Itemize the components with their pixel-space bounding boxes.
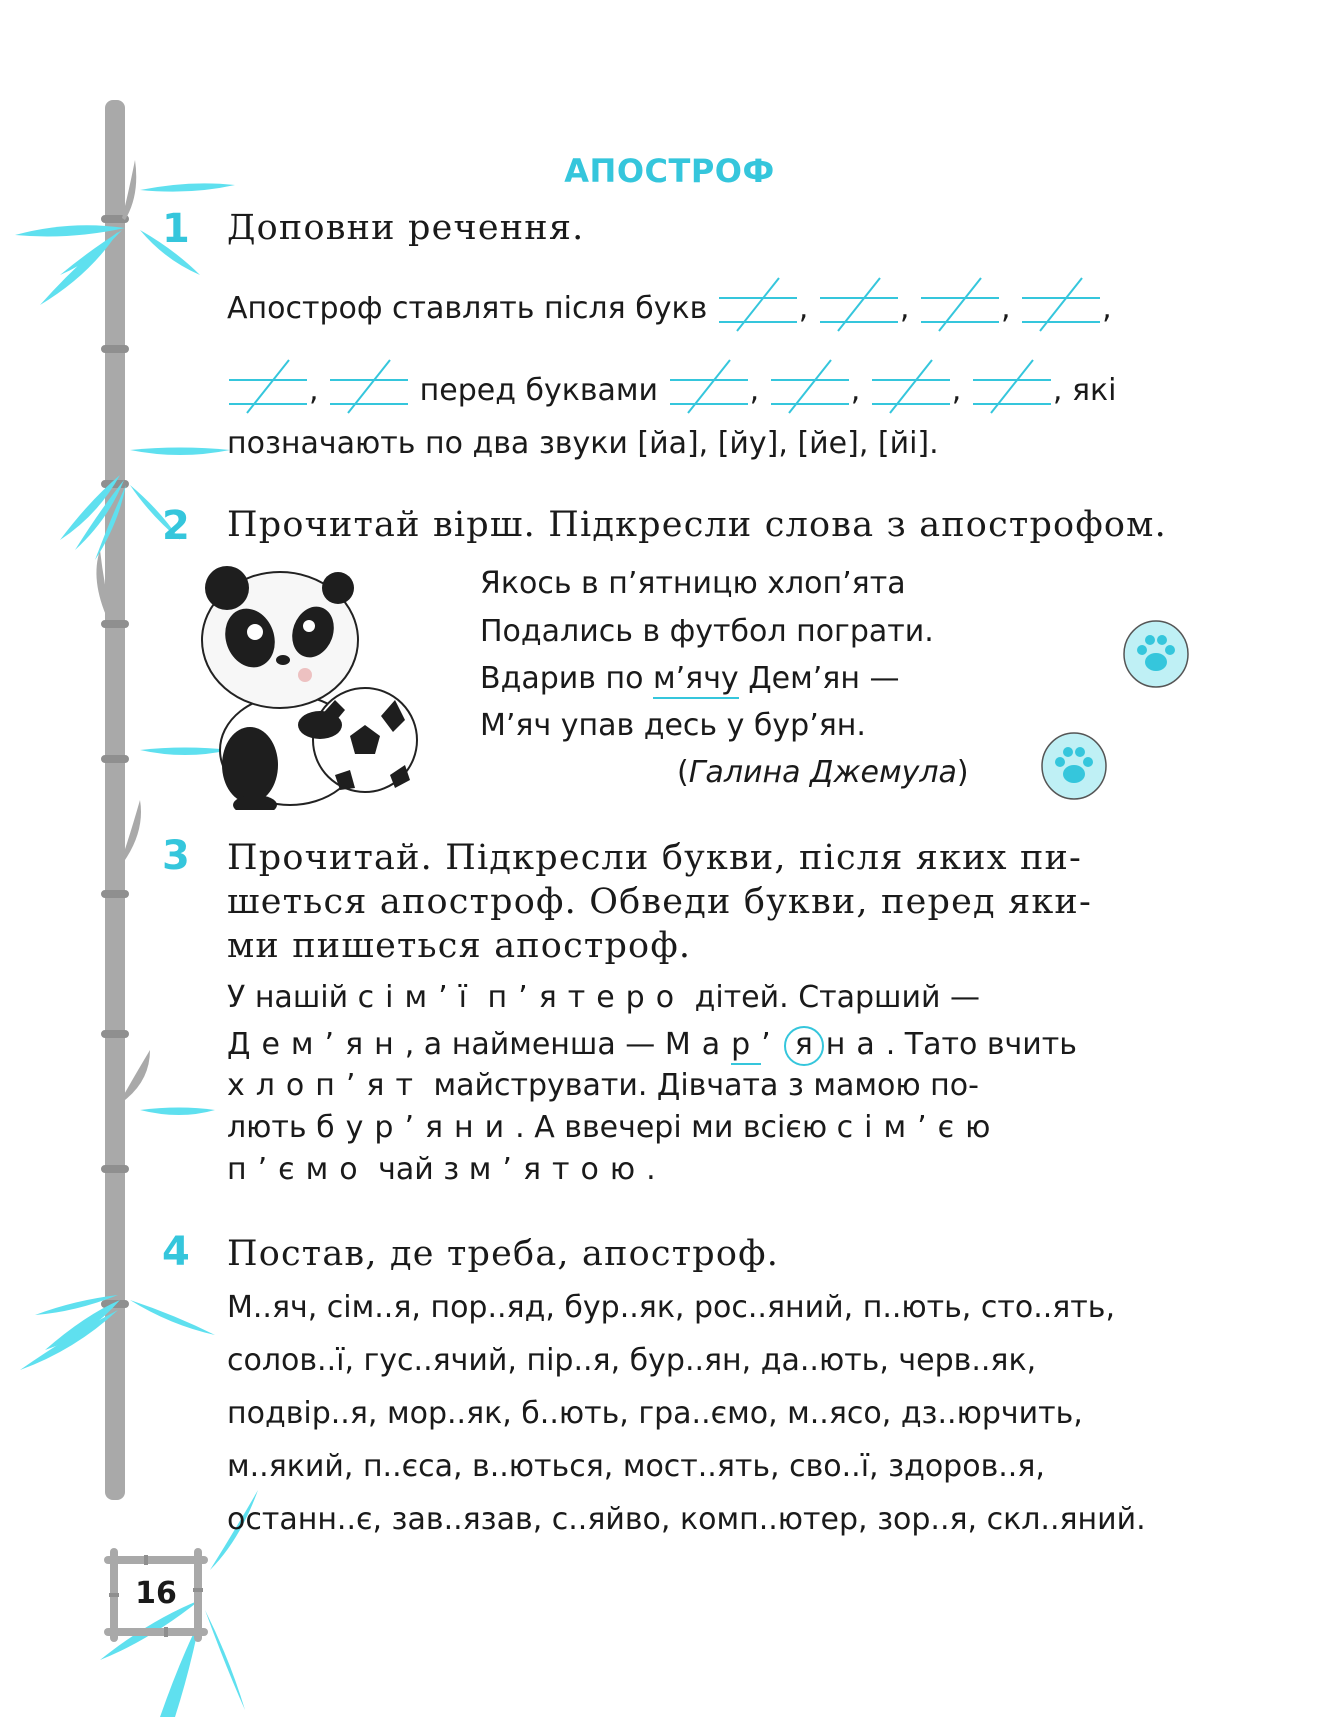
poem-line-1: Якось в п’ятницю хлоп’ята	[480, 566, 906, 601]
poem-line-3: Вдарив по м’ячу Дем’ян —	[480, 661, 900, 696]
answer-blank[interactable]	[919, 286, 1001, 326]
exercise-1-text-1: Апостроф ставлять після букв	[227, 291, 708, 326]
exercise-4-line: останн..є, зав..язав, с..яйво, комп..ютер, зор..я, скл..яний.	[227, 1502, 1146, 1537]
exercise-1-text-2: перед буквами	[419, 373, 659, 408]
answer-blank[interactable]	[717, 286, 799, 326]
paw-print-icon	[1038, 730, 1110, 802]
underlined-letter: р	[731, 1027, 761, 1065]
bamboo-decoration	[0, 100, 260, 1717]
exercise-4-line: солов..ї, гус..ячий, пір..я, бур..ян, да..ють, черв..як,	[227, 1343, 1037, 1378]
exercise-1-heading: Доповни речення.	[227, 208, 585, 248]
exercise-1-text-3: які	[1071, 373, 1117, 408]
exercise-3-text-line-3: хлоп’ят майструвати. Дівчата з мамою по-	[227, 1068, 979, 1103]
answer-blank[interactable]	[870, 368, 952, 408]
answer-blank[interactable]	[971, 368, 1053, 408]
exercise-1-line-2: , перед буквами , , , , які	[227, 368, 1116, 408]
panda-ball-illustration	[195, 560, 425, 810]
paw-print-icon	[1120, 618, 1192, 690]
exercise-1-number: 1	[162, 206, 190, 252]
exercise-3-text-line-2: Дем’ян, а найменша — Мар’ я на. Тато вчить	[227, 1026, 1077, 1066]
underlined-word: м’ячу	[653, 661, 739, 699]
poem-line-4: М’яч упав десь у бур’ян.	[480, 708, 866, 743]
exercise-3-number: 3	[162, 833, 190, 879]
exercise-4-heading: Постав, де треба, апостроф.	[227, 1234, 780, 1274]
exercise-3-heading-3: ми пишеться апостроф.	[227, 926, 692, 966]
exercise-3-text-line-1: У нашій сім’ї п’ятеро дітей. Старший —	[227, 980, 981, 1015]
exercise-2-number: 2	[162, 503, 190, 549]
exercise-4-line: М..яч, сім..я, пор..яд, бур..як, рос..яний, п..ють, сто..ять,	[227, 1290, 1116, 1325]
exercise-1-line-3: позначають по два звуки [йа], [йу], [йе], [йі].	[227, 426, 939, 461]
answer-blank[interactable]	[1020, 286, 1102, 326]
poem-line-2: Подались в футбол пограти.	[480, 614, 934, 649]
exercise-1-line-1: Апостроф ставлять після букв , , , ,	[227, 286, 1112, 326]
exercise-3-heading-1: Прочитай. Підкресли букви, після яких пи-	[227, 838, 1083, 878]
circled-letter: я	[784, 1026, 824, 1066]
exercise-2-heading: Прочитай вірш. Підкресли слова з апострофом.	[227, 505, 1167, 545]
answer-blank[interactable]	[769, 368, 851, 408]
exercise-3-heading-2: шеться апостроф. Обведи букви, перед яки-	[227, 882, 1092, 922]
answer-blank[interactable]	[227, 368, 309, 408]
page-number: 16	[135, 1576, 177, 1611]
exercise-4-line: подвір..я, мор..як, б..ють, гра..ємо, м..ясо, дз..юрчить,	[227, 1396, 1083, 1431]
exercise-3-text-line-5: п’ємо чай з м’ятою.	[227, 1152, 656, 1187]
answer-blank[interactable]	[328, 368, 410, 408]
poem-author: (Галина Джемула)	[677, 755, 969, 790]
exercise-3-text-line-4: лють бур’яни. А ввечері ми всією сім’єю	[227, 1110, 1002, 1145]
exercise-4-line: м..який, п..єса, в..ються, мост..ять, сво..ї, здоров..я,	[227, 1449, 1045, 1484]
page-title: АПОСТРОФ	[564, 152, 775, 190]
exercise-4-number: 4	[162, 1229, 190, 1275]
answer-blank[interactable]	[818, 286, 900, 326]
answer-blank[interactable]	[668, 368, 750, 408]
